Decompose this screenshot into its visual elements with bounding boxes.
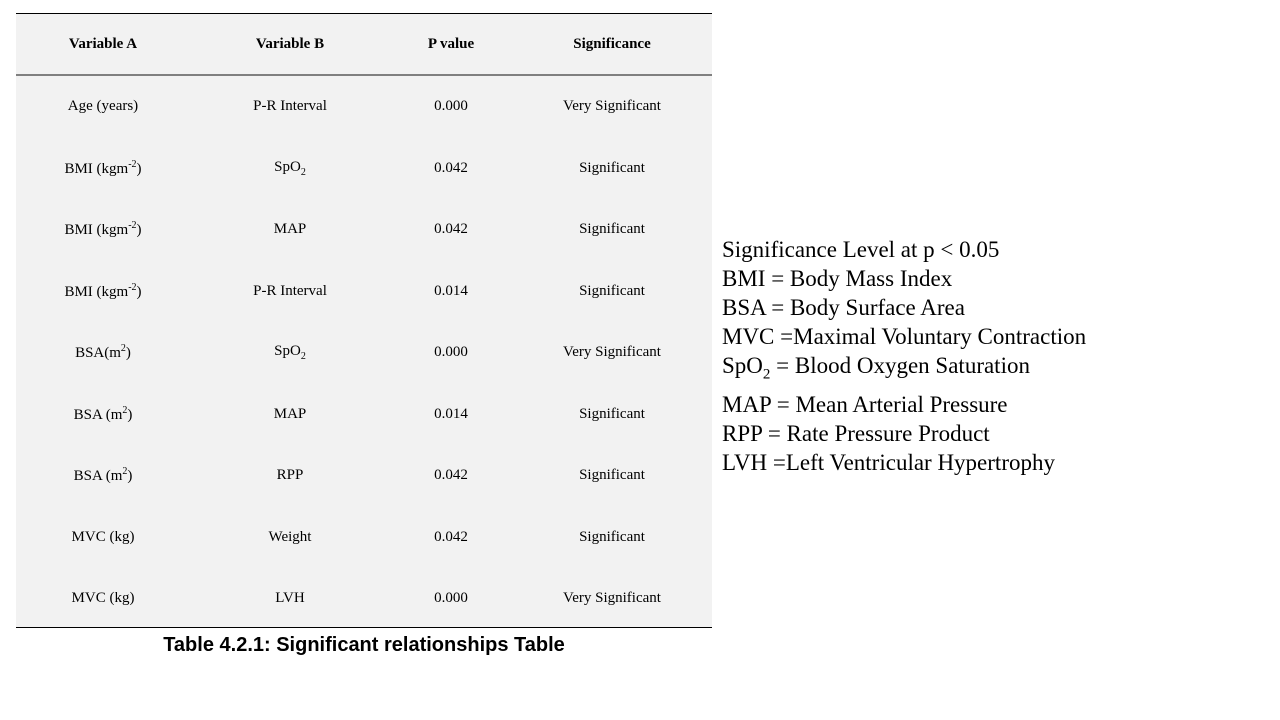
table-row [16,445,712,507]
note-text: RPP = Rate Pressure Product [722,420,990,446]
cell-p-value: 0.042 [434,221,468,238]
cell-variable-b-text: P-R Interval [253,282,327,299]
cell-variable-b-text: P-R Interval [253,98,327,115]
cell-variable-a-text: Age (years) [67,98,139,115]
cell-variable-a-text: BMI (kgm [64,222,129,239]
cell-variable-b [190,568,390,630]
note-line [722,293,1262,322]
cell-variable-b [190,384,390,446]
note-text: BMI = Body Mass Index [722,266,953,291]
table-row [16,322,712,384]
note-subscript: 2 [762,366,771,383]
cell-variable-a-tail: ) [136,160,142,177]
cell-p-value: 0.000 [434,590,468,607]
note-text: SpO [722,353,763,378]
note-line [722,235,1262,264]
cell-variable-a-text: BSA(m [75,345,121,362]
note-text: LVH =Left Ventricular Hypertrophy [722,449,1055,475]
cell-variable-a-text: BMI (kgm [64,283,129,300]
cell-variable-a [16,445,190,507]
cell-significance: Very Significant [563,590,661,607]
table-row [16,138,712,200]
cell-significance: Significant [579,282,645,299]
table-row [16,568,712,630]
cell-variable-a [16,322,190,384]
table-row [16,75,712,138]
cell-significance: Significant [579,159,645,176]
header-variable-b: Variable B [190,14,390,75]
cell-variable-a-tail: ) [127,406,133,423]
cell-variable-a-sup: -2 [128,281,137,293]
cell-variable-a [16,261,190,323]
cell-variable-a-tail: ) [127,468,133,485]
cell-variable-a-sup: 2 [122,404,128,416]
cell-variable-a-tail: ) [136,222,142,239]
cell-variable-a-tail: ) [125,345,131,362]
cell-variable-b [190,199,390,261]
cell-variable-a-text: MVC (kg) [71,528,135,545]
table-row [16,261,712,323]
note-text-tail: = Blood Oxygen Saturation [770,353,1030,378]
abbreviation-notes [722,235,1262,477]
cell-variable-a [16,75,190,138]
cell-p-value: 0.042 [434,159,468,176]
cell-significance: Significant [579,405,645,422]
cell-p-value: 0.042 [434,467,468,484]
cell-variable-b-text: SpO [274,343,301,360]
note-line [722,419,1262,448]
cell-variable-b [190,261,390,323]
cell-variable-b-text: LVH [275,590,305,607]
cell-variable-b-text: SpO [274,158,301,175]
cell-variable-b-text: MAP [273,405,307,422]
cell-significance: Significant [579,528,645,545]
cell-variable-b [190,507,390,569]
cell-variable-a [16,507,190,569]
cell-variable-a-tail: ) [136,283,142,300]
cell-p-value: 0.042 [434,528,468,545]
cell-variable-a-sup: -2 [128,158,137,170]
cell-variable-b-text: RPP [276,467,304,484]
cell-variable-b-text: MAP [273,221,307,238]
cell-variable-b-text: Weight [268,528,312,545]
cell-variable-b [190,75,390,138]
table-header-row [16,14,712,75]
cell-variable-a-sup: 2 [120,343,126,355]
cell-variable-a-text: BSA (m [73,406,123,423]
header-significance: Significance [512,14,712,75]
note-line [722,448,1262,477]
cell-variable-a-text: BSA (m [73,468,123,485]
note-line [722,264,1262,293]
note-text: MAP = Mean Arterial Pressure [722,391,1008,417]
cell-variable-a [16,199,190,261]
cell-significance: Very Significant [563,98,661,115]
cell-p-value: 0.014 [434,282,468,299]
note-text: Significance Level at p < 0.05 [722,237,1000,262]
cell-significance: Very Significant [563,344,661,361]
cell-variable-b [190,445,390,507]
table-row [16,507,712,569]
cell-variable-b-sub: 2 [300,166,306,178]
cell-variable-a-sup: -2 [128,220,137,232]
header-p-value: P value [390,14,512,75]
cell-variable-a-text: MVC (kg) [71,590,135,607]
table-caption: Table 4.2.1: Significant relationships Table [163,634,565,656]
header-variable-a: Variable A [16,14,190,75]
cell-variable-a [16,138,190,200]
note-line [722,351,1262,390]
table-row [16,199,712,261]
table-row [16,384,712,446]
significance-table-container [16,13,712,628]
cell-variable-a [16,568,190,630]
cell-p-value: 0.000 [434,98,468,115]
note-text: BSA = Body Surface Area [722,295,965,320]
note-line [722,390,1262,419]
cell-significance: Significant [579,221,645,238]
cell-variable-b-sub: 2 [300,351,306,363]
cell-variable-a-text: BMI (kgm [64,160,129,177]
cell-p-value: 0.014 [434,405,468,422]
cell-variable-a-sup: 2 [122,466,128,478]
cell-p-value: 0.000 [434,344,468,361]
note-text: MVC =Maximal Voluntary Contraction [722,324,1087,349]
significance-table [16,14,712,630]
cell-variable-a [16,384,190,446]
cell-variable-b [190,138,390,200]
cell-significance: Significant [579,467,645,484]
cell-variable-b [190,322,390,384]
note-line [722,322,1262,351]
